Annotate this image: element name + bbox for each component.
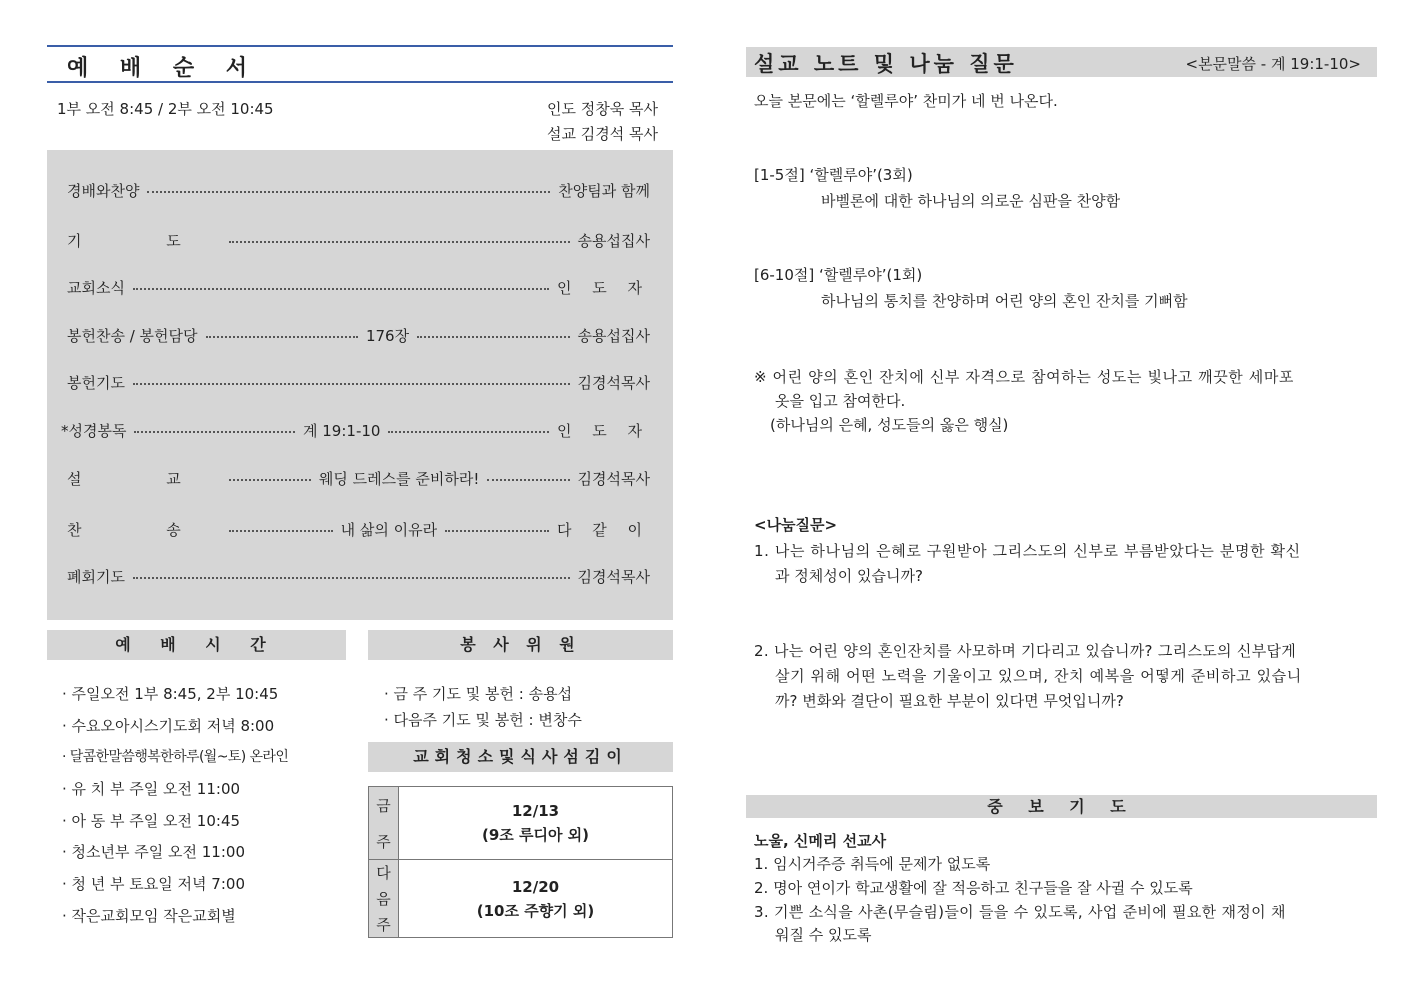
order-row-label: 봉헌찬송 / 봉헌담당 xyxy=(67,326,198,345)
sermon-header xyxy=(746,47,1377,77)
question-line: 1. 나는 하나님의 은혜로 구원받아 그리스도의 신부로 부름받았다는 분명한 확신 xyxy=(754,542,1301,560)
leader-dots xyxy=(133,288,549,290)
leader-dots xyxy=(388,431,549,433)
order-row-value: 송용섭집사 xyxy=(577,326,650,345)
leader-dots xyxy=(147,191,550,193)
worship-time-header: 예 배 시 간 xyxy=(47,630,346,660)
order-row xyxy=(67,466,650,490)
cleaning-row-next-week xyxy=(369,860,672,937)
preacher-line: 설교 김경석 목사 xyxy=(547,125,658,143)
side-char: 주 xyxy=(376,915,391,934)
prayer-missionary: 노울, 신메리 선교사 xyxy=(754,832,887,850)
prayer-header: 중 보 기 도 xyxy=(746,795,1377,818)
worship-time-item: · 청소년부 주일 오전 11:00 xyxy=(62,843,245,861)
question-line: 살기 위해 어떤 노력을 기울이고 있으며, 잔치 예복을 어떻게 준비하고 있습니 xyxy=(775,667,1302,685)
order-row xyxy=(67,323,650,347)
cleaning-row-side xyxy=(369,787,399,859)
cleaning-group: (10조 주향기 외) xyxy=(476,901,595,920)
prayer-item: 워질 수 있도록 xyxy=(775,926,872,944)
section1-body: 바벨론에 대한 하나님의 의로운 심판을 찬양함 xyxy=(821,192,1121,210)
question-line: 2. 나는 어린 양의 혼인잔치를 사모하며 기다리고 있습니까? 그리스도의 신부답게 xyxy=(754,642,1297,660)
order-row-value: 송용섭집사 xyxy=(577,231,650,250)
leader-dots xyxy=(229,241,570,243)
order-row-middle: 웨딩 드레스를 준비하라! xyxy=(318,469,480,488)
sermon-note-line: ※ 어린 양의 혼인 잔치에 신부 자격으로 참여하는 성도는 빛나고 깨끗한 세마포 xyxy=(754,368,1295,386)
order-row-label: *성경봉독 xyxy=(61,421,127,440)
leader-dots xyxy=(417,336,569,338)
cleaning-date: 12/13 xyxy=(511,802,560,820)
cleaning-row-main xyxy=(399,787,672,859)
worship-time-item: · 작은교회모임 작은교회별 xyxy=(62,907,236,925)
prayer-item: 3. 기쁜 소식을 사촌(무슬림)들이 들을 수 있도록, 사업 준비에 필요한 재정이 채 xyxy=(754,903,1286,921)
leader-dots xyxy=(134,431,295,433)
order-title-bar xyxy=(47,45,673,83)
order-row xyxy=(67,564,650,588)
order-row-label: 기 도 xyxy=(67,231,221,250)
side-char: 주 xyxy=(376,832,391,851)
order-row-label: 교회소식 xyxy=(67,278,125,297)
sermon-title: 설교 노트 및 나눔 질문 xyxy=(754,52,1018,76)
sermon-reference: <본문말씀 - 계 19:1-10> xyxy=(1185,55,1361,73)
order-row-label: 폐회기도 xyxy=(67,567,125,586)
prayer-item: 2. 명아 연이가 학교생활에 잘 적응하고 친구들을 잘 사귈 수 있도록 xyxy=(754,879,1193,897)
sermon-note-line: (하나님의 은혜, 성도들의 옳은 행실) xyxy=(770,416,1009,434)
side-char: 금 xyxy=(376,796,391,815)
cleaning-row-this-week xyxy=(369,787,672,860)
order-row xyxy=(67,517,650,541)
section2-heading: [6-10절] ‘할렐루야’(1회) xyxy=(754,266,923,284)
service-times: 1부 오전 8:45 / 2부 오전 10:45 xyxy=(57,100,274,118)
order-row xyxy=(67,228,650,252)
order-row xyxy=(67,275,650,299)
order-row xyxy=(67,370,650,394)
leader-dots xyxy=(229,530,333,532)
order-row-value: 인 도 자 xyxy=(556,421,650,440)
side-char: 다 xyxy=(376,864,391,883)
section2-body: 하나님의 통치를 찬양하며 어린 양의 혼인 잔치를 기뻐함 xyxy=(821,292,1188,310)
cleaning-group: (9조 루디아 외) xyxy=(481,826,590,844)
cleaning-row-main xyxy=(399,860,672,937)
leader-line: 인도 정창욱 목사 xyxy=(547,100,658,118)
leader-dots xyxy=(133,383,570,385)
order-row-value: 김경석목사 xyxy=(577,469,650,488)
cleaning-date: 12/20 xyxy=(511,877,560,896)
order-row-value: 찬양팀과 함께 xyxy=(558,181,650,200)
order-row xyxy=(67,178,650,202)
side-char: 음 xyxy=(376,889,391,908)
section1-heading: [1-5절] ‘할렐루야’(3회) xyxy=(754,166,913,184)
question-line: 까? 변화와 결단이 필요한 부분이 있다면 무엇입니까? xyxy=(775,692,1124,710)
leader-dots xyxy=(487,479,569,481)
worship-time-item: · 달콤한말씀행복한하루(월~토) 온라인 xyxy=(62,749,289,765)
service-committee-header: 봉 사 위 원 xyxy=(368,630,673,660)
order-row-value: 김경석목사 xyxy=(577,567,650,586)
sermon-note-line: 옷을 입고 참여한다. xyxy=(775,392,906,410)
order-row-label: 봉헌기도 xyxy=(67,373,125,392)
order-row-label: 찬 송 xyxy=(67,520,221,539)
service-committee-item: · 다음주 기도 및 봉헌 : 변창수 xyxy=(384,711,582,729)
order-row-middle: 176장 xyxy=(365,326,410,345)
cleaning-header: 교회청소및식사섬김이 xyxy=(368,742,673,772)
cleaning-row-side xyxy=(369,860,399,937)
cleaning-table xyxy=(368,786,673,938)
order-row-label: 경배와찬양 xyxy=(67,181,140,200)
worship-time-item: · 청 년 부 토요일 저녁 7:00 xyxy=(62,875,245,893)
order-row-value: 다 같 이 xyxy=(556,520,650,539)
worship-time-item: · 수요오아시스기도회 저녁 8:00 xyxy=(62,717,275,735)
worship-time-item: · 아 동 부 주일 오전 10:45 xyxy=(62,812,241,830)
order-row-middle: 내 삶의 이유라 xyxy=(340,520,438,539)
worship-time-item: · 유 치 부 주일 오전 11:00 xyxy=(62,780,241,798)
order-of-worship-box xyxy=(47,150,673,620)
sermon-intro: 오늘 본문에는 ‘할렐루야’ 찬미가 네 번 나온다. xyxy=(754,92,1058,110)
leader-dots xyxy=(133,577,570,579)
order-row-value: 인 도 자 xyxy=(556,278,650,297)
prayer-item: 1. 임시거주증 취득에 문제가 없도록 xyxy=(754,855,991,873)
leader-dots xyxy=(229,479,311,481)
order-title: 예 배 순 서 xyxy=(67,56,259,81)
service-committee-item: · 금 주 기도 및 봉헌 : 송용섭 xyxy=(384,685,573,703)
order-row-middle: 계 19:1-10 xyxy=(303,421,381,440)
order-row-label: 설 교 xyxy=(67,469,221,488)
leader-dots xyxy=(445,530,549,532)
question-line: 과 정체성이 있습니까? xyxy=(775,567,923,585)
order-row xyxy=(61,418,650,442)
leader-dots xyxy=(206,336,358,338)
questions-title: <나눔질문> xyxy=(754,516,838,534)
worship-time-item: · 주일오전 1부 8:45, 2부 10:45 xyxy=(62,685,279,703)
order-row-value: 김경석목사 xyxy=(577,373,650,392)
